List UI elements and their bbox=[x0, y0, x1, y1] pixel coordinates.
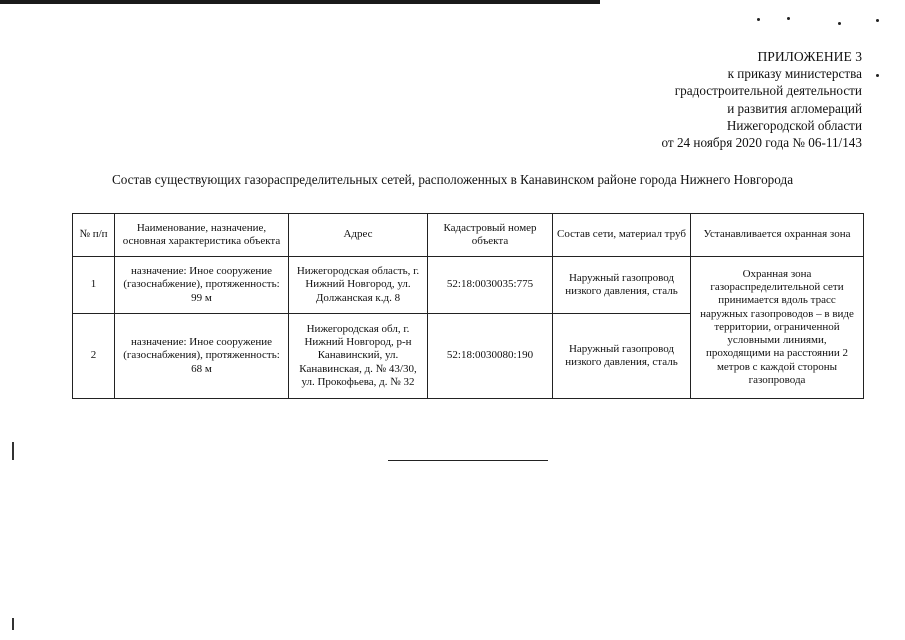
cell-address: Нижегородская область, г. Нижний Новгород, ул. Должанская к.д. 8 bbox=[289, 257, 428, 314]
appendix-header bbox=[661, 48, 862, 151]
gas-networks-table bbox=[72, 213, 864, 399]
appendix-line: и развития агломераций bbox=[727, 100, 862, 116]
column-header-cadastral: Кадастровый номер объекта bbox=[428, 214, 553, 257]
appendix-line: Нижегородской области bbox=[726, 117, 862, 133]
column-header-composition: Состав сети, материал труб bbox=[553, 214, 691, 257]
scan-edge-mark bbox=[12, 618, 14, 630]
appendix-line: к приказу министерства bbox=[727, 66, 862, 82]
scan-speck bbox=[876, 74, 879, 77]
column-header-protection-zone: Устанавливается охранная зона bbox=[691, 214, 864, 257]
cell-cadastral: 52:18:0030035:775 bbox=[428, 257, 553, 314]
cell-composition: Наружный газопровод низкого давления, сталь bbox=[553, 314, 691, 399]
appendix-order-date: от 24 ноября 2020 года № 06-11/143 bbox=[661, 135, 862, 151]
appendix-line: градостроительной деятельности bbox=[674, 83, 862, 99]
column-header-name: Наименование, назначение, основная характеристика объекта bbox=[115, 214, 289, 257]
column-header-number: № п/п bbox=[73, 214, 115, 257]
appendix-title: ПРИЛОЖЕНИЕ 3 bbox=[757, 49, 862, 64]
cell-name: назначение: Иное сооружение (газоснабжение), протяженность: 99 м bbox=[115, 257, 289, 314]
cell-name: назначение: Иное сооружение (газоснабжения), протяженность: 68 м bbox=[115, 314, 289, 399]
column-header-address: Адрес bbox=[289, 214, 428, 257]
scan-speck bbox=[757, 18, 760, 21]
cell-number: 1 bbox=[73, 257, 115, 314]
table-row bbox=[73, 257, 864, 314]
scan-edge-shadow bbox=[0, 0, 600, 4]
scan-speck bbox=[838, 22, 841, 25]
scan-speck bbox=[876, 19, 879, 22]
cell-cadastral: 52:18:0030080:190 bbox=[428, 314, 553, 399]
cell-address: Нижегородская обл, г. Нижний Новгород, р-н Канавинский, ул. Канавинская, д. № 43/30, ул. Прокофьева, д. № 32 bbox=[289, 314, 428, 399]
scan-edge-mark bbox=[12, 442, 14, 460]
cell-composition: Наружный газопровод низкого давления, сталь bbox=[553, 257, 691, 314]
table-header-row bbox=[73, 214, 864, 257]
cell-protection-zone: Охранная зона газораспределительной сети принимается вдоль трасс наружных газопроводов – в виде территории, ограниченной условными линиями, проходящими на расстоянии 2 метров с каждой стороны газопровода bbox=[691, 257, 864, 399]
document-title: Состав существующих газораспределительных сетей, расположенных в Канавинском районе города Нижнего Новгорода bbox=[111, 172, 794, 187]
cell-number: 2 bbox=[73, 314, 115, 399]
scan-speck bbox=[787, 17, 790, 20]
closing-divider bbox=[388, 460, 548, 461]
